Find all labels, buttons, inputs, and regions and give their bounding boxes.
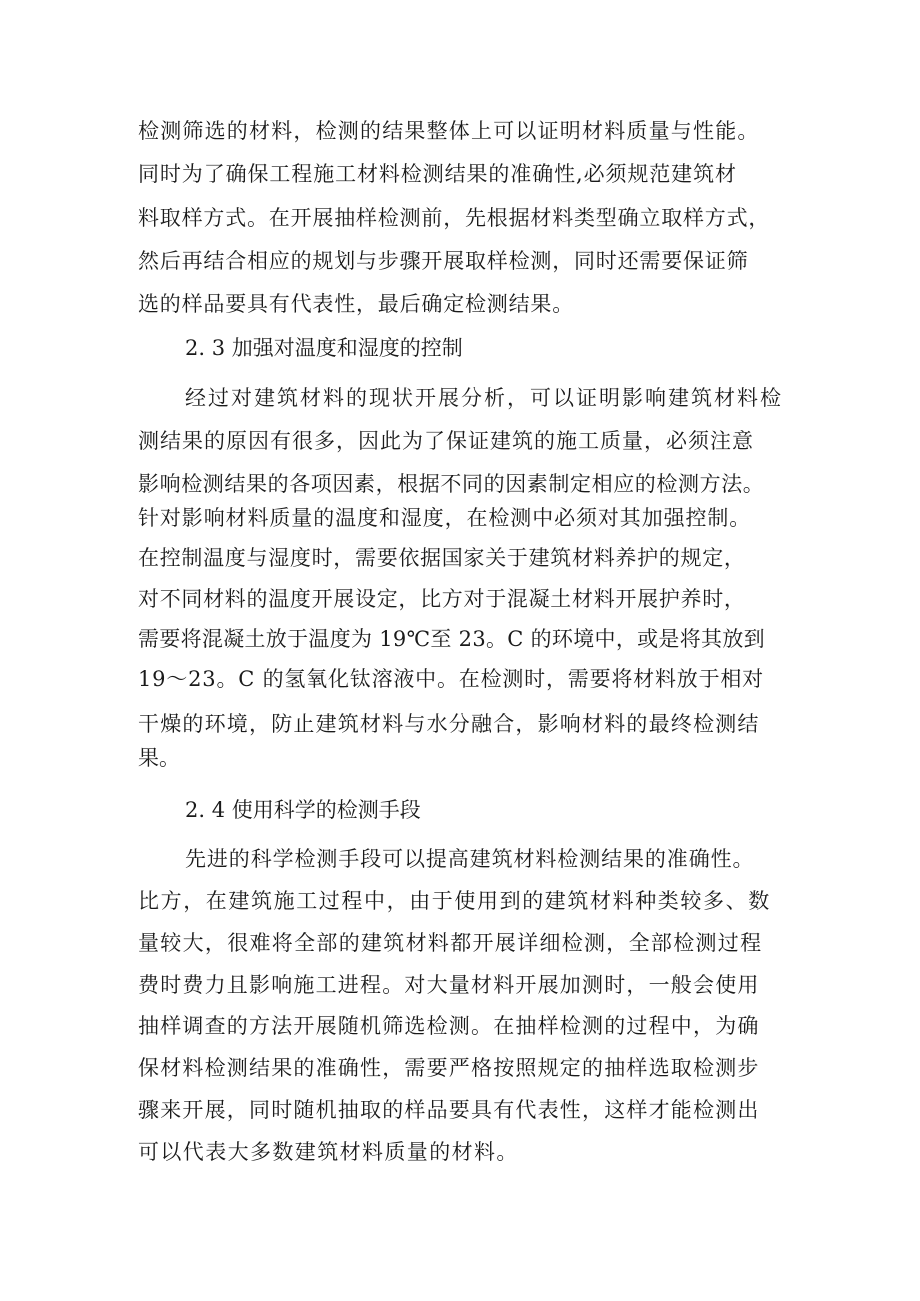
paragraph-line: 同时为了确保工程施工材料检测结果的准确性,必须规范建筑材 — [138, 162, 737, 186]
paragraph-line: 骤来开展，同时随机抽取的样品要具有代表性，这样才能检测出 — [138, 1098, 760, 1122]
paragraph-line: 保材料检测结果的准确性，需要严格按照规定的抽样选取检测步 — [138, 1056, 760, 1080]
paragraph-line: 选的样品要具有代表性，最后确定检测结果。 — [138, 292, 574, 316]
paragraph-line: 影响检测结果的各项因素，根据不同的因素制定相应的检测方法。 — [138, 472, 765, 496]
paragraph-line: 19～23。C 的氢氧化钛溶液中。在检测时，需要将材料放于相对 — [138, 667, 764, 691]
paragraph-line: 在控制温度与湿度时，需要依据国家关于建筑材料养护的规定， — [138, 546, 746, 570]
paragraph-line: 对不同材料的温度开展设定，比方对于混凝土材料开展护养时， — [138, 587, 746, 611]
section-heading-2-3: 2. 3 加强对温度和湿度的控制 — [185, 336, 463, 360]
paragraph-line: 针对影响材料质量的温度和湿度，在检测中必须对其加强控制。 — [138, 506, 752, 530]
paragraph-line: 然后再结合相应的规划与步骤开展取样检测，同时还需要保证筛 — [138, 249, 749, 273]
paragraph-line: 先进的科学检测手段可以提高建筑材料检测结果的准确性。 — [185, 847, 755, 871]
paragraph-line: 比方，在建筑施工过程中，由于使用到的建筑材料种类较多、数 — [138, 889, 771, 913]
paragraph-line: 经过对建筑材料的现状开展分析，可以证明影响建筑材料检 — [185, 386, 783, 410]
paragraph-line: 抽样调查的方法开展随机筛选检测。在抽样检测的过程中，为确 — [138, 1014, 760, 1038]
paragraph-line: 料取样方式。在开展抽样检测前，先根据材料类型确立取样方式， — [138, 206, 771, 230]
paragraph-line: 干燥的环境，防止建筑材料与水分融合，影响材料的最终检测结 — [138, 712, 760, 736]
paragraph-line: 需要将混凝土放于温度为 19℃至 23。C 的环境中，或是将其放到 — [138, 627, 765, 651]
paragraph-line: 量较大，很难将全部的建筑材料都开展详细检测，全部检测过程 — [138, 931, 763, 955]
paragraph-line: 费时费力且影响施工进程。对大量材料开展加测时，一般会使用 — [138, 973, 760, 997]
paragraph-line: 果。 — [138, 746, 180, 770]
paragraph-line: 测结果的原因有很多，因此为了保证建筑的施工质量，必须注意 — [138, 429, 754, 453]
section-heading-2-4: 2. 4 使用科学的检测手段 — [185, 798, 421, 822]
paragraph-line: 检测筛选的材料，检测的结果整体上可以证明材料质量与性能。 — [138, 119, 760, 143]
paragraph-line: 可以代表大多数建筑材料质量的材料。 — [138, 1140, 519, 1164]
